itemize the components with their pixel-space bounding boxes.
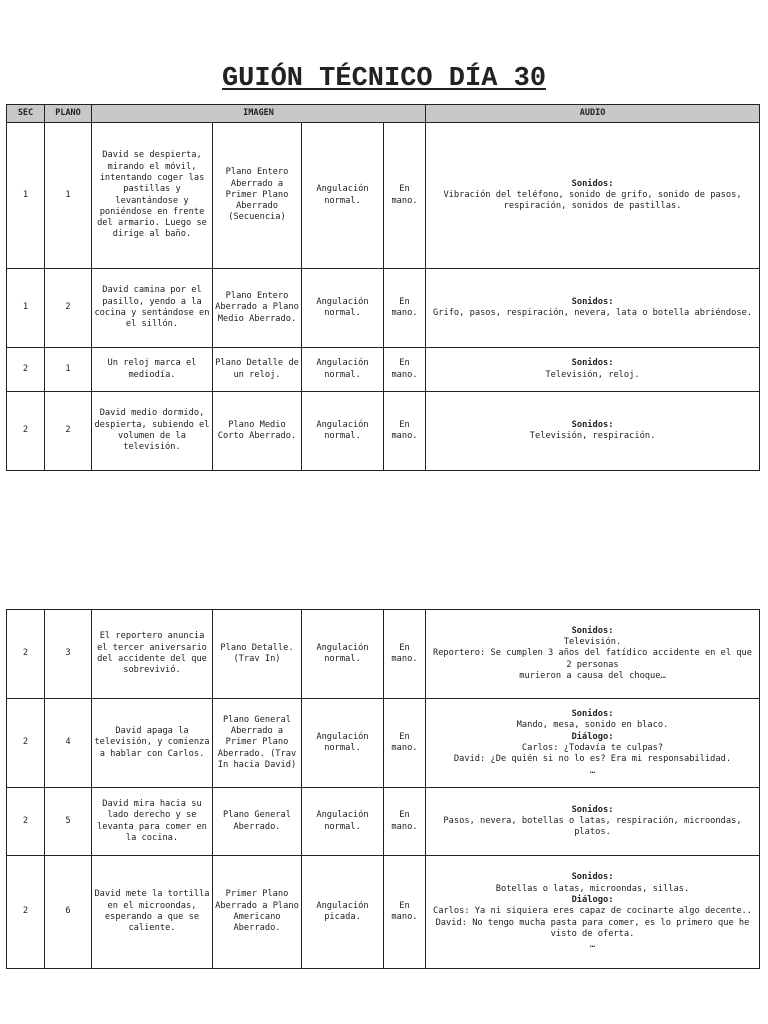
audio-line: Carlos: Ya ni siquiera eres capaz de cocinarte algo decente..: [432, 906, 753, 917]
header-imagen: IMAGEN: [92, 105, 426, 123]
angulacion-cell: Angulación normal.: [302, 392, 384, 471]
tipo-plano-cell: Plano Entero Aberrado a Plano Medio Aberrado.: [213, 269, 302, 348]
audio-line: David: No tengo mucha pasta para comer, es lo primero que he visto de oferta.: [435, 917, 750, 939]
table-row: [7, 856, 760, 969]
sec-cell: 2: [7, 856, 45, 969]
angulacion-cell: Angulación normal.: [302, 269, 384, 348]
audio-label: Sonidos:: [571, 358, 614, 369]
accion-cell: David mira hacia su lado derecho y se levanta para comer en la cocina.: [92, 788, 213, 856]
audio-line: Carlos: ¿Todavía te culpas?: [521, 743, 664, 753]
header-row: [7, 105, 760, 123]
angulacion-cell: Angulación picada.: [302, 856, 384, 969]
header-plano: PLANO: [45, 105, 92, 123]
tipo-plano-cell: Primer Plano Aberrado a Plano Americano Aberrado.: [213, 856, 302, 969]
plano-cell: 2: [45, 269, 92, 348]
accion-cell: David medio dormido, despierta, subiendo el volumen de la televisión.: [92, 392, 213, 471]
audio-cell: [426, 699, 760, 788]
tipo-plano-cell: Plano General Aberrado a Primer Plano Aberrado. (Trav In hacia David): [213, 699, 302, 788]
audio-line: Vibración del teléfono, sonido de grifo, sonido de pasos, respiración, sonidos de pastillas.: [443, 189, 742, 212]
accion-cell: Un reloj marca el mediodía.: [92, 348, 213, 392]
sec-cell: 2: [7, 348, 45, 392]
audio-cell: [426, 123, 760, 269]
audio-label: Sonidos:: [571, 804, 614, 815]
audio-cell: [426, 610, 760, 699]
plano-cell: 4: [45, 699, 92, 788]
audio-cell: [426, 348, 760, 392]
tipo-plano-cell: Plano Detalle de un reloj.: [213, 348, 302, 392]
header-audio: AUDIO: [426, 105, 760, 123]
movimiento-cell: En mano.: [384, 699, 426, 788]
accion-cell: El reportero anuncia el tercer aniversario del accidente del que sobrevivió.: [92, 610, 213, 699]
sec-cell: 2: [7, 610, 45, 699]
audio-line: Televisión.: [563, 637, 622, 648]
table-row: [7, 269, 760, 348]
audio-line: Grifo, pasos, respiración, nevera, lata o botella abriéndose.: [433, 308, 753, 318]
audio-cell: [426, 392, 760, 471]
angulacion-cell: Angulación normal.: [302, 123, 384, 269]
audio-line: Televisión, reloj.: [545, 369, 640, 380]
table-row: [7, 699, 760, 788]
movimiento-cell: En mano.: [384, 123, 426, 269]
sec-cell: 2: [7, 699, 45, 788]
movimiento-cell: En mano.: [384, 392, 426, 471]
audio-cell: [426, 269, 760, 348]
accion-cell: David camina por el pasillo, yendo a la cocina y sentándose en el sillón.: [92, 269, 213, 348]
plano-cell: 2: [45, 392, 92, 471]
audio-label: Sonidos:: [571, 709, 614, 720]
script-table-page-1: [6, 104, 760, 471]
tipo-plano-cell: Plano General Aberrado.: [213, 788, 302, 856]
audio-cell: [426, 856, 760, 969]
accion-cell: David apaga la televisión, y comienza a hablar con Carlos.: [92, 699, 213, 788]
audio-cell: [426, 788, 760, 856]
sec-cell: 1: [7, 123, 45, 269]
sec-cell: 2: [7, 788, 45, 856]
audio-label: Sonidos:: [571, 872, 614, 883]
audio-label: Sonidos:: [571, 178, 614, 189]
audio-line: Televisión, respiración.: [529, 431, 656, 441]
audio-line: murieron a causa del choque…: [519, 670, 666, 681]
movimiento-cell: En mano.: [384, 610, 426, 699]
plano-cell: 1: [45, 348, 92, 392]
accion-cell: David mete la tortilla en el microondas, esperando a que se caliente.: [92, 856, 213, 969]
table-row: [7, 348, 760, 392]
tipo-plano-cell: Plano Detalle. (Trav In): [213, 610, 302, 699]
audio-label: Sonidos:: [571, 296, 614, 307]
audio-line: Botellas o latas, microondas, sillas.: [495, 883, 690, 894]
audio-label: Sonidos:: [571, 625, 614, 636]
table-row: [7, 610, 760, 699]
audio-line: Reportero: Se cumplen 3 años del fatídico accidente en el que 2 personas: [432, 648, 753, 670]
audio-line: Pasos, nevera, botellas o latas, respiración, microondas, platos.: [443, 815, 742, 838]
plano-cell: 6: [45, 856, 92, 969]
audio-label: Diálogo:: [571, 895, 614, 906]
table-row: [7, 392, 760, 471]
tipo-plano-cell: Plano Entero Aberrado a Primer Plano Aberrado (Secuencia): [213, 123, 302, 269]
audio-line: David: ¿De quién si no lo es? Era mi responsabilidad.: [453, 754, 732, 765]
header-sec: SEC: [7, 105, 45, 123]
movimiento-cell: En mano.: [384, 856, 426, 969]
audio-line: …: [589, 765, 596, 776]
table-row: [7, 123, 760, 269]
accion-cell: David se despierta, mirando el móvil, intentando coger las pastillas y levantándose y poniéndose en frente del armario. Luego se dirige al baño.: [92, 123, 213, 269]
script-table-page-2: [6, 609, 760, 969]
angulacion-cell: Angulación normal.: [302, 610, 384, 699]
plano-cell: 1: [45, 123, 92, 269]
angulacion-cell: Angulación normal.: [302, 699, 384, 788]
movimiento-cell: En mano.: [384, 788, 426, 856]
tipo-plano-cell: Plano Medio Corto Aberrado.: [213, 392, 302, 471]
angulacion-cell: Angulación normal.: [302, 348, 384, 392]
audio-label: Sonidos:: [571, 419, 614, 430]
audio-label: Diálogo:: [571, 731, 614, 742]
sec-cell: 1: [7, 269, 45, 348]
plano-cell: 3: [45, 610, 92, 699]
angulacion-cell: Angulación normal.: [302, 788, 384, 856]
table-row: [7, 788, 760, 856]
audio-line: …: [589, 940, 596, 951]
movimiento-cell: En mano.: [384, 348, 426, 392]
page-title: GUIÓN TÉCNICO DÍA 30: [221, 64, 547, 94]
sec-cell: 2: [7, 392, 45, 471]
audio-line: Mando, mesa, sonido en blaco.: [516, 720, 669, 731]
plano-cell: 5: [45, 788, 92, 856]
movimiento-cell: En mano.: [384, 269, 426, 348]
